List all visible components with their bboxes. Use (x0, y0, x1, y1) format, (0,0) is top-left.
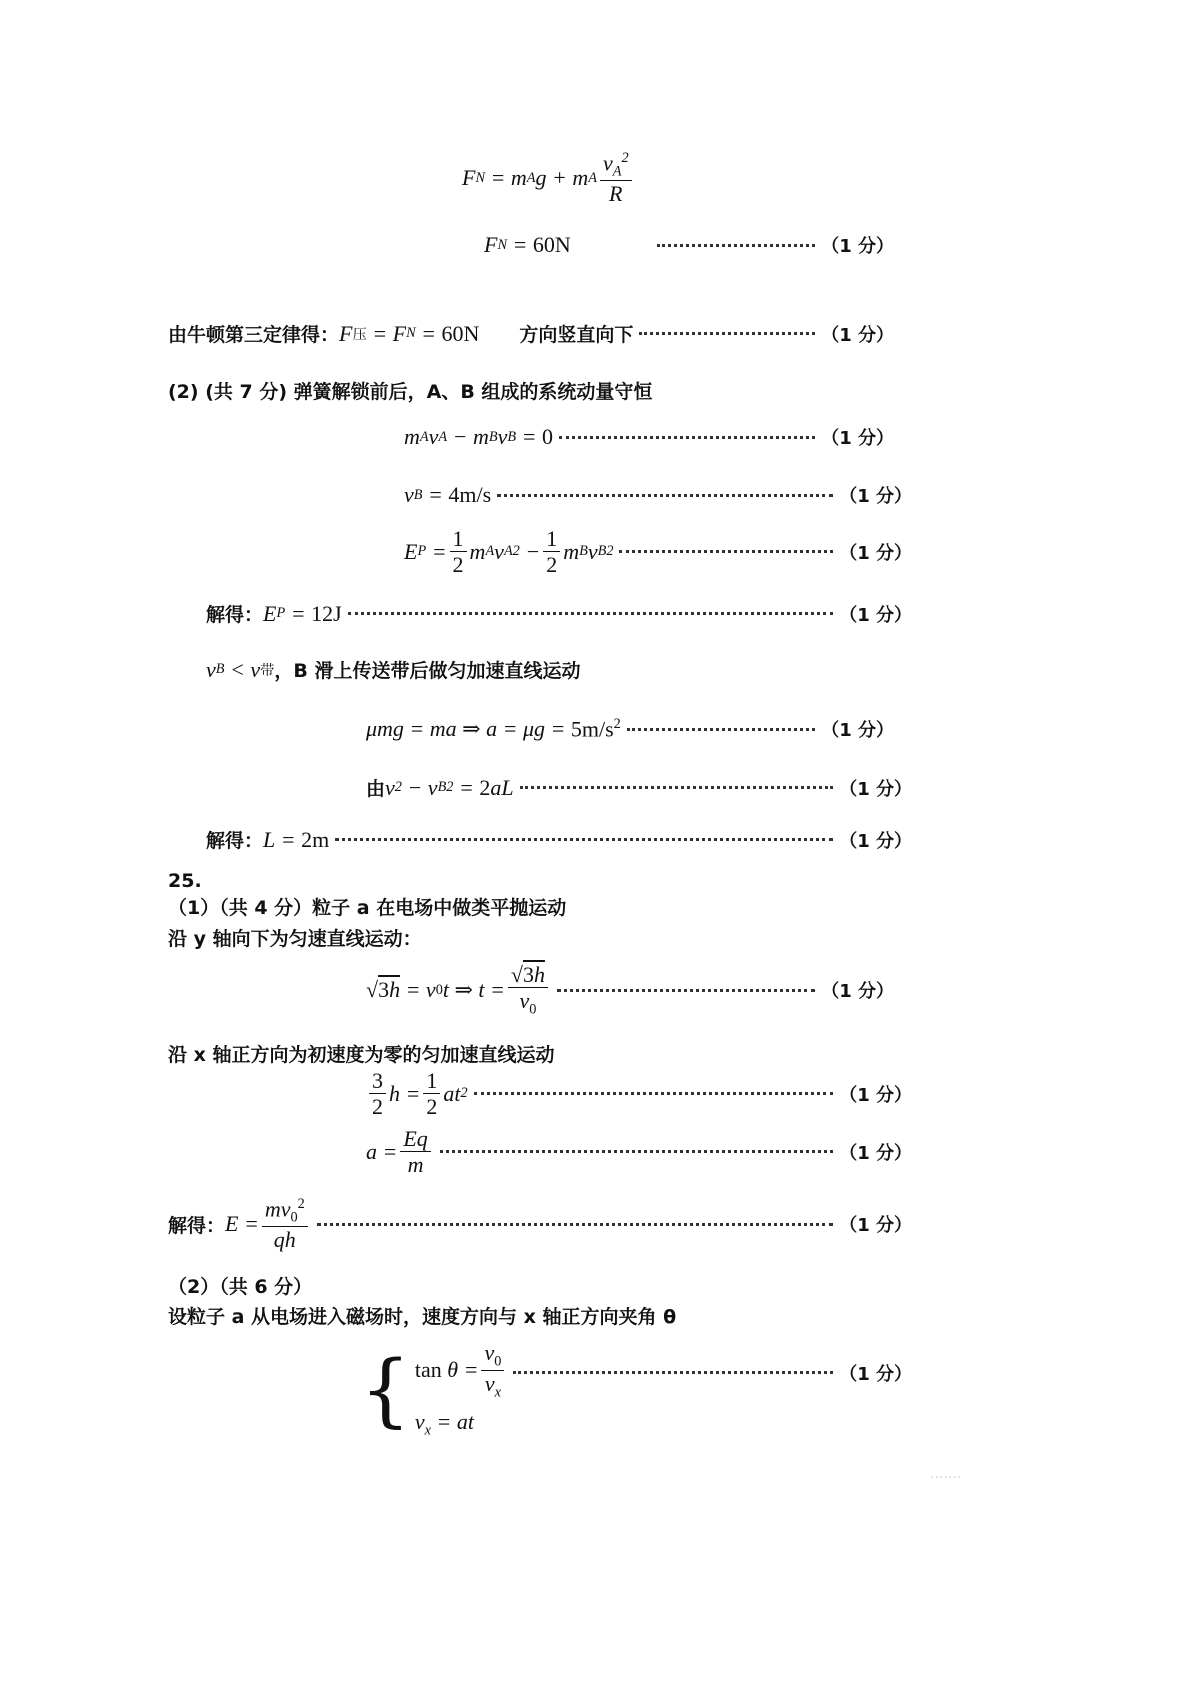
eq-kinematic: 由 v 2 − v B 2 = 2 aL （1 分） (366, 774, 912, 800)
eq-system-theta: { tan θ = $\frac{v_0}{v_x}$ $v_x$ = at （1 分） (360, 1340, 912, 1439)
eq-momentum: m A v A − m B v B = 0 （1 分） (404, 424, 894, 449)
eq-vb: v B = 4m/s （1 分） (404, 482, 912, 507)
eq-fn-formula: F N = m A g + m A $\frac{v_A^2}{R}$ (462, 150, 635, 206)
part2-header: (2) (共 7 分) 弹簧解锁前后，A、B 组成的系统动量守恒 (168, 381, 653, 403)
line-fn-value: F N = 60N （1 分） (484, 232, 894, 257)
eq-ep-formula: E P = $\frac{1}{2}$ m A v A 2 − $\frac{1}{2}$ m B v B 2 （1 分） (404, 526, 912, 578)
fn-value: 60N (532, 232, 571, 257)
eq-time: √ 3h = v 0 t ⇒ t = $\frac{√3h}{v_0}$ （1 分） (366, 962, 894, 1018)
line-L-result: 解得： L = 2m （1 分） (206, 826, 912, 852)
set-theta-label: 设粒子 a 从电场进入磁场时，速度方向与 x 轴正方向夹角 θ (168, 1306, 677, 1328)
eq-accel: μmg = ma ⇒ a = μg = $5m/s^2$ （1 分） (366, 716, 894, 742)
along-x-label: 沿 x 轴正方向为初速度为零的匀加速直线运动 (168, 1044, 555, 1066)
line-vb-compare: v B < v 带 ，B 滑上传送带后做匀加速直线运动 (206, 656, 581, 682)
newton3-label: 由牛顿第三定律得： (168, 324, 340, 346)
q25-part2-header: （2）（共 6 分） (168, 1276, 313, 1298)
along-y-label: 沿 y 轴向下为匀速直线运动： (168, 928, 422, 950)
line-newton3: 由牛顿第三定律得： F 压 = F N = 60N 方向竖直向下 （1 分） (168, 320, 894, 346)
q25-part1-header: （1）（共 4 分）粒子 a 在电场中做类平抛运动 (168, 897, 567, 919)
direction-label: 方向竖直向下 (519, 324, 634, 346)
line-ep-result: 解得： E P = 12J （1 分） (206, 600, 912, 626)
eq-a-field: a = $\frac{Eq}{m}$ （1 分） (366, 1126, 912, 1178)
score-label: （1 分） (821, 236, 894, 257)
question-25-number: 25. (168, 870, 202, 892)
eq-displacement-x: $\frac{3}{2}$ h = $\frac{1}{2}$ at 2 （1 分） (366, 1068, 912, 1120)
watermark-logo: ······· (930, 1470, 962, 1486)
line-E-result: 解得： E = $\frac{mv_0^2}{qh}$ （1 分） (168, 1196, 912, 1253)
